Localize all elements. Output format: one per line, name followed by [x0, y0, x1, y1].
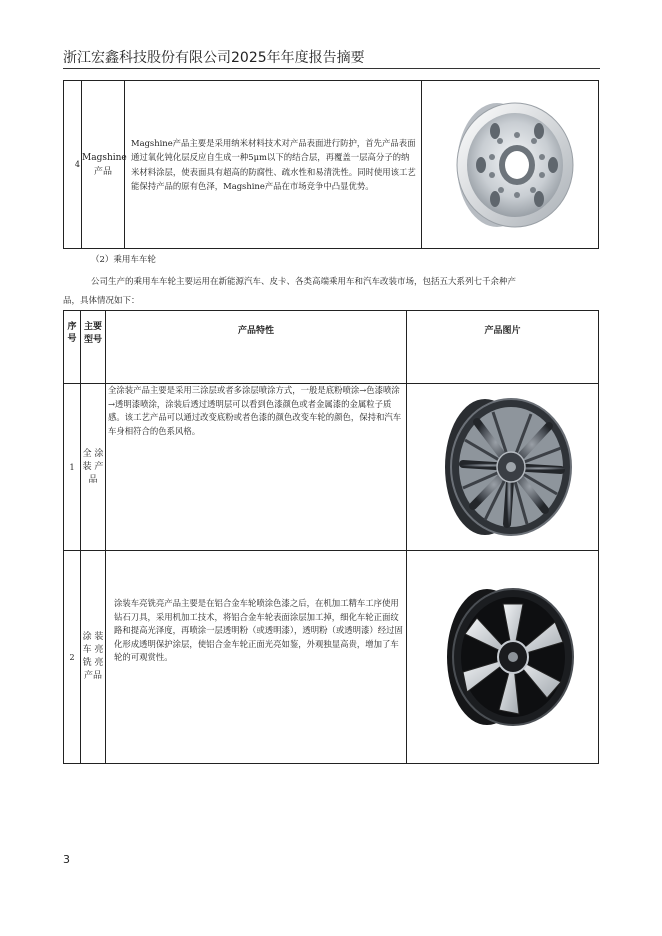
table-header-row	[64, 311, 599, 384]
polished-truck-wheel-image	[435, 95, 585, 235]
product-name-line: 产品	[83, 671, 102, 681]
product-name: Magshine产品	[82, 81, 125, 249]
product-name	[81, 384, 106, 551]
product-image-cell	[422, 81, 599, 249]
header-index: 序号	[64, 311, 81, 384]
product-name-line: 车 亮	[82, 645, 104, 655]
intro-paragraph-line1: 公司生产的乘用车车轮主要运用在新能源汽车、皮卡、各类高端乘用车和汽车改装市场，包括五大系列七千余种产	[91, 277, 517, 287]
product-name-line: 品	[88, 474, 98, 485]
row-index: 1	[64, 384, 81, 551]
row-index: 4	[64, 81, 82, 249]
product-name-line: 铣 亮	[82, 658, 104, 668]
magshine-product-table	[63, 80, 599, 249]
header-image: 产品图片	[407, 311, 599, 384]
header-features: 产品特性	[106, 311, 407, 384]
product-image-cell	[407, 384, 599, 551]
table-row	[64, 551, 599, 764]
product-name-line: 装 产	[82, 461, 104, 472]
table-row	[64, 384, 599, 551]
product-description: Magshine产品主要是采用纳米材料技术对产品表面进行防护，首先产品表面通过氧化钝化层反应自生成一种5μm以下的结合层，再覆盖一层高分子的纳米材料涂层，使表面具有超高的防腐性、疏水性和易清洗性。同时使用该工艺能保持产品的原有色泽，Magshine产品在市场竞争中凸显优势。	[125, 81, 422, 249]
header-type: 主要型号	[81, 311, 106, 384]
passenger-wheel-table	[63, 310, 599, 764]
black-machined-face-wheel-image	[423, 582, 583, 732]
page-number: 3	[63, 853, 70, 866]
header-divider	[63, 68, 600, 69]
sub-heading: （2）乘用车车轮	[91, 255, 156, 265]
gunmetal-painted-wheel-image	[423, 392, 583, 542]
table-row	[64, 81, 599, 249]
intro-paragraph-line2: 品，具体情况如下：	[63, 296, 140, 306]
product-name-line: 涂 装	[82, 632, 104, 642]
product-name-line: 全 涂	[82, 448, 104, 459]
product-name	[81, 551, 106, 764]
product-description: 涂装车亮铣亮产品主要是在铝合金车轮喷涂色漆之后，在机加工精车工序使用钻石刀具，采用机加工技术，将铝合金车轮表面涂层加工掉，细化车轮正面纹路和提高光泽度，再喷涂一层透明粉（或透明漆），透明粉（或透明漆）经过固化形成透明保护涂层，使铝合金车轮正面光亮如鉴，外观独显高贵，增加了车轮的可观赏性。	[106, 551, 407, 764]
product-description: 全涂装产品主要是采用三涂层或者多涂层喷涂方式，一般是底粉喷涂→色漆喷涂→透明漆喷涂，涂装后透过透明层可以看到色漆颜色或者金属漆的金属粒子质感。该工艺产品可以通过改变底粉或者色漆的颜色改变车轮的颜色，保持和汽车车身相符合的色系风格。	[106, 384, 407, 551]
product-image-cell	[407, 551, 599, 764]
report-header-title: 浙江宏鑫科技股份有限公司2025年年度报告摘要	[63, 50, 365, 66]
row-index: 2	[64, 551, 81, 764]
